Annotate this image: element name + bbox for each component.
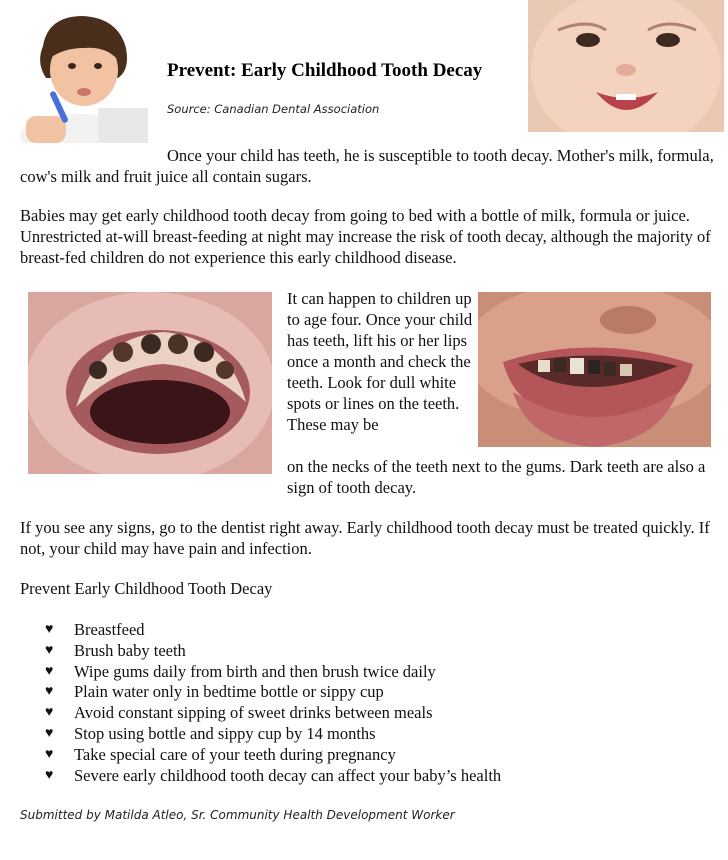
source-citation: Source: Canadian Dental Association xyxy=(167,102,380,116)
prevention-list-heading: Prevent Early Childhood Tooth Decay xyxy=(20,579,273,598)
heart-bullet-icon: ♥ xyxy=(45,767,54,783)
submitted-by-credit: Submitted by Matilda Atleo, Sr. Community Health Development Worker xyxy=(20,808,455,822)
list-item-text: Plain water only in bedtime bottle or sippy cup xyxy=(74,682,384,702)
bedtime-bottle-paragraph: Babies may get early childhood tooth decay from going to bed with a bottle of milk, formula or juice. Unrestricted at-will breast-feeding at night may increase the risk of tooth decay, although the majority of breast-fed children do not experience this early childhood disease. xyxy=(20,206,711,267)
decayed-teeth-upper-photo xyxy=(28,292,272,474)
list-item-text: Brush baby teeth xyxy=(74,640,186,660)
heart-bullet-icon: ♥ xyxy=(45,622,54,637)
heart-bullet-icon: ♥ xyxy=(45,725,54,741)
decayed-teeth-smile-photo xyxy=(478,292,711,447)
list-item-text: Stop using bottle and sippy cup by 14 months xyxy=(74,723,376,743)
list-item-text: Take special care of your teeth during pregnancy xyxy=(74,744,396,764)
list-item xyxy=(45,745,501,766)
smiling-baby-photo xyxy=(528,0,724,132)
list-item-text: Wipe gums daily from birth and then brush twice daily xyxy=(74,661,436,681)
list-item xyxy=(45,620,501,641)
list-item xyxy=(45,703,501,724)
list-item-text: Severe early childhood tooth decay can affect your baby’s health xyxy=(74,765,502,785)
toddler-brushing-photo xyxy=(18,8,148,143)
list-item-text: Avoid constant sipping of sweet drinks between meals xyxy=(74,703,433,723)
heart-bullet-icon: ♥ xyxy=(45,705,54,721)
list-item xyxy=(45,682,501,703)
list-item xyxy=(45,766,501,787)
heart-bullet-icon: ♥ xyxy=(45,746,54,762)
heart-bullet-icon: ♥ xyxy=(45,684,54,700)
heart-bullet-icon: ♥ xyxy=(45,663,54,679)
signs-paragraph-wrapped: It can happen to children up to age four. Once your child has teeth, lift his or her lips once a month and check the teeth. Look for dull white spots or lines on the teeth. These may be xyxy=(287,289,473,434)
signs-paragraph-continued: on the necks of the teeth next to the gums. Dark teeth are also a sign of tooth decay. xyxy=(287,457,706,497)
prevention-list xyxy=(45,620,501,786)
list-item xyxy=(45,724,501,745)
list-item xyxy=(45,662,501,683)
see-dentist-paragraph: If you see any signs, go to the dentist right away. Early childhood tooth decay must be treated quickly. If not, your child may have pain and infection. xyxy=(20,518,710,558)
intro-paragraph: Once your child has teeth, he is susceptible to tooth decay. Mother's milk, formula, cow's milk and fruit juice all contain sugars. xyxy=(20,146,714,186)
page-title: Prevent: Early Childhood Tooth Decay xyxy=(167,60,483,81)
list-item-text: Breastfeed xyxy=(74,620,145,639)
heart-bullet-icon: ♥ xyxy=(45,642,54,658)
list-item xyxy=(45,641,501,662)
